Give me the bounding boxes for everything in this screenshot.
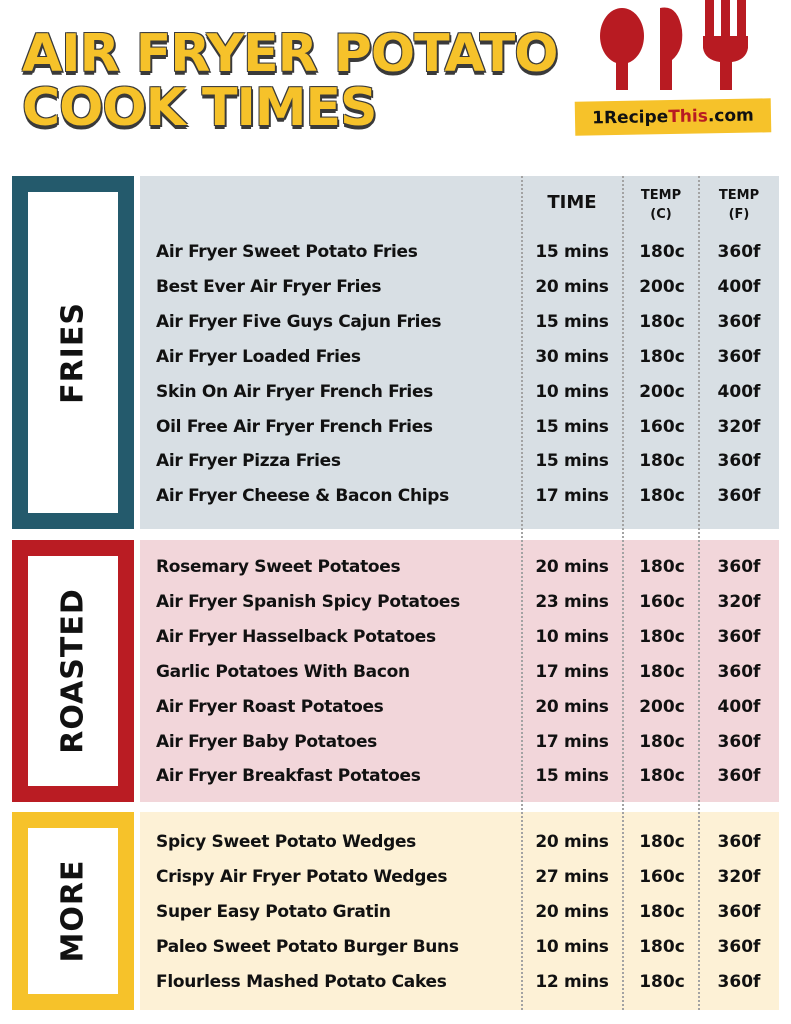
table-row	[0, 727, 791, 757]
category-label-text: FRIES	[55, 301, 91, 404]
temp-fahrenheit: 360f	[717, 731, 761, 752]
recipe-name: Spicy Sweet Potato Wedges	[156, 832, 416, 852]
page-title-line-2: COOK TIMES	[22, 78, 377, 138]
cook-time: 12 mins	[535, 971, 609, 992]
cook-time: 27 mins	[535, 866, 609, 887]
temp-fahrenheit: 360f	[717, 486, 761, 507]
logo-highlight: This	[668, 106, 709, 128]
temp-fahrenheit: 360f	[717, 661, 761, 682]
cook-time: 15 mins	[535, 311, 609, 332]
temp-celsius: 200c	[639, 276, 685, 297]
cook-time: 17 mins	[535, 731, 609, 752]
temp-fahrenheit: 400f	[717, 381, 761, 402]
cook-time: 20 mins	[535, 557, 609, 577]
cook-time: 10 mins	[535, 936, 609, 957]
temp-fahrenheit: 320f	[717, 416, 761, 437]
temp-fahrenheit: 360f	[717, 451, 761, 472]
temp-fahrenheit: 360f	[717, 242, 761, 262]
table-row	[0, 377, 791, 407]
header-temp-c: TEMP (C)	[640, 188, 682, 222]
temp-fahrenheit: 360f	[717, 626, 761, 647]
temp-celsius: 180c	[639, 971, 685, 992]
recipe-name: Air Fryer Pizza Fries	[156, 451, 341, 472]
temp-fahrenheit: 360f	[717, 311, 761, 332]
recipe-name: Skin On Air Fryer French Fries	[156, 381, 434, 402]
temp-celsius: 180c	[639, 832, 685, 852]
cook-time: 20 mins	[535, 276, 609, 297]
table-row	[0, 622, 791, 652]
recipe-name: Super Easy Potato Gratin	[156, 901, 391, 922]
temp-fahrenheit: 360f	[717, 557, 761, 577]
table-row	[0, 827, 791, 857]
table-row	[0, 481, 791, 511]
recipe-name: Paleo Sweet Potato Burger Buns	[156, 936, 459, 957]
utensils-icon	[596, 0, 766, 90]
table-row	[0, 552, 791, 582]
temp-celsius: 180c	[639, 626, 685, 647]
temp-celsius: 180c	[639, 766, 685, 787]
recipe-name: Oil Free Air Fryer French Fries	[156, 416, 433, 437]
cook-time: 30 mins	[535, 346, 609, 367]
category-label-text: MORE	[55, 859, 91, 963]
recipe-name: Best Ever Air Fryer Fries	[156, 276, 382, 297]
table-row	[0, 412, 791, 442]
temp-fahrenheit: 320f	[717, 591, 761, 612]
recipe-name: Air Fryer Breakfast Potatoes	[156, 766, 421, 787]
recipe-name: Crispy Air Fryer Potato Wedges	[156, 866, 448, 887]
recipe-name: Rosemary Sweet Potatoes	[156, 557, 401, 577]
cook-time: 15 mins	[535, 416, 609, 437]
page-title-line-1: AIR FRYER POTATO	[22, 24, 558, 84]
temp-celsius: 180c	[639, 451, 685, 472]
header-time: TIME	[547, 192, 597, 213]
table-row	[0, 446, 791, 476]
temp-fahrenheit: 360f	[717, 832, 761, 852]
cook-time: 10 mins	[535, 626, 609, 647]
temp-celsius: 180c	[639, 346, 685, 367]
temp-celsius: 180c	[639, 311, 685, 332]
cook-time: 15 mins	[535, 766, 609, 787]
category-label-text: ROASTED	[55, 588, 91, 754]
temp-celsius: 180c	[639, 901, 685, 922]
temp-fahrenheit: 400f	[717, 696, 761, 717]
logo-suffix: .com	[707, 105, 754, 127]
cook-time: 20 mins	[535, 832, 609, 852]
table-row	[0, 862, 791, 892]
temp-celsius: 160c	[639, 591, 685, 612]
table-row	[0, 761, 791, 791]
table-row	[0, 587, 791, 617]
table-row	[0, 657, 791, 687]
cook-time: 15 mins	[535, 451, 609, 472]
table-row	[0, 692, 791, 722]
recipe-name: Air Fryer Cheese & Bacon Chips	[156, 486, 449, 507]
cook-time: 23 mins	[535, 591, 609, 612]
cook-time: 15 mins	[535, 242, 609, 262]
temp-fahrenheit: 360f	[717, 936, 761, 957]
temp-fahrenheit: 360f	[717, 901, 761, 922]
temp-fahrenheit: 360f	[717, 971, 761, 992]
recipe-name: Air Fryer Spanish Spicy Potatoes	[156, 591, 460, 612]
table-row	[0, 967, 791, 997]
table-row	[0, 932, 791, 962]
recipe-name: Flourless Mashed Potato Cakes	[156, 971, 447, 992]
logo-prefix: 1Recipe	[592, 107, 669, 129]
table-row	[0, 237, 791, 267]
table-row	[0, 342, 791, 372]
temp-celsius: 200c	[639, 696, 685, 717]
header-temp-f: TEMP (F)	[718, 188, 760, 222]
temp-celsius: 160c	[639, 416, 685, 437]
cook-time: 17 mins	[535, 661, 609, 682]
recipe-name: Air Fryer Five Guys Cajun Fries	[156, 311, 442, 332]
table-row	[0, 272, 791, 302]
temp-celsius: 200c	[639, 381, 685, 402]
recipe-name: Air Fryer Roast Potatoes	[156, 696, 384, 717]
temp-fahrenheit: 360f	[717, 346, 761, 367]
temp-celsius: 180c	[639, 661, 685, 682]
table-row	[0, 897, 791, 927]
cook-time: 20 mins	[535, 696, 609, 717]
site-logo[interactable]	[575, 98, 772, 135]
temp-fahrenheit: 320f	[717, 866, 761, 887]
temp-celsius: 180c	[639, 242, 685, 262]
temp-celsius: 160c	[639, 866, 685, 887]
temp-fahrenheit: 360f	[717, 766, 761, 787]
temp-celsius: 180c	[639, 557, 685, 577]
recipe-name: Air Fryer Sweet Potato Fries	[156, 242, 418, 262]
cook-time: 17 mins	[535, 486, 609, 507]
temp-celsius: 180c	[639, 486, 685, 507]
cook-time: 20 mins	[535, 901, 609, 922]
recipe-name: Garlic Potatoes With Bacon	[156, 661, 410, 682]
temp-celsius: 180c	[639, 936, 685, 957]
table-row	[0, 307, 791, 337]
recipe-name: Air Fryer Baby Potatoes	[156, 731, 377, 752]
cook-time: 10 mins	[535, 381, 609, 402]
recipe-name: Air Fryer Loaded Fries	[156, 346, 361, 367]
temp-celsius: 180c	[639, 731, 685, 752]
recipe-name: Air Fryer Hasselback Potatoes	[156, 626, 436, 647]
temp-fahrenheit: 400f	[717, 276, 761, 297]
